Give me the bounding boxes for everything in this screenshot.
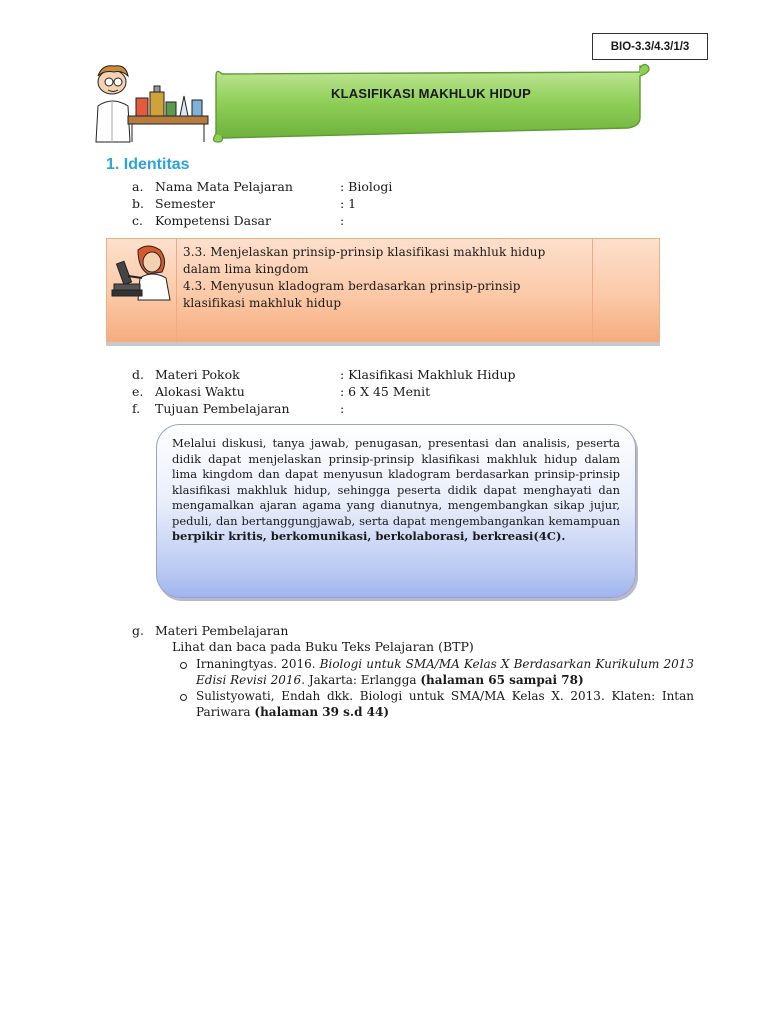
kompetensi-divider [176,238,177,342]
ref-pages: (halaman 65 sampai 78) [420,673,584,687]
identitas-row [132,178,393,195]
identitas-row [132,383,431,400]
row-label: Semester [155,196,216,211]
materi-row [132,623,289,638]
row-marker: g. [132,623,144,638]
row-label: Tujuan Pembelajaran [155,401,290,416]
row-value: : Biologi [340,179,393,194]
row-label: Materi Pembelajaran [155,623,289,638]
ref-author: Sulistyowati, Endah dkk. Biologi untuk SMA/MA Kelas X. 2013. Klaten: Intan Pariwara [196,689,694,719]
bullet-icon [180,662,187,669]
kompetensi-line: dalam lima kingdom [183,262,309,276]
row-marker: a. [132,179,144,194]
document-code: BIO-3.3/4.3/1/3 [592,33,708,60]
identitas-row [132,212,345,229]
kompetensi-line: 3.3. Menjelaskan prinsip-prinsip klasifikasi makhluk hidup [183,245,546,259]
title-banner [208,62,654,144]
scientist-illustration [88,62,210,146]
tujuan-body: Melalui diskusi, tanya jawab, penugasan, presentasi dan analisis, peserta didik dapat menjelaskan prinsip-prinsip klasifikasi makhluk hidup dalam lima kingdom dan dapat menyusun kladogram berdasarkan prinsip-prinsip klasifikasi makhluk hidup, sehingga peserta didik dapat menghayati dan mengamalkan ajaran agama yang dianutnya, mengembangkan sikap jujur, peduli, dan bertanggungjawab, serta dapat mengembangankan kemampuan [172,436,620,528]
row-label: Nama Mata Pelajaran [155,179,293,194]
microscope-student-illustration [108,242,174,302]
row-marker: c. [132,213,143,228]
reference-item [196,688,694,720]
kompetensi-line: klasifikasi makhluk hidup [183,296,342,310]
row-label: Alokasi Waktu [155,384,245,399]
row-marker: f. [132,401,141,416]
row-value: : 1 [340,196,357,211]
kompetensi-dasar-text [183,244,589,312]
identitas-row [132,400,345,417]
kompetensi-line: 4.3. Menyusun kladogram berdasarkan prinsip-prinsip [183,279,521,293]
row-marker: b. [132,196,144,211]
row-value: : Klasifikasi Makhluk Hidup [340,367,516,382]
ref-pages: (halaman 39 s.d 44) [254,705,390,719]
row-marker: d. [132,367,144,382]
row-label: Materi Pokok [155,367,240,382]
ref-title: Biologi untuk SMA/MA Kelas X Berdasarkan Kurikulum 2013 Edisi Revisi 2016 [196,657,695,687]
row-marker: e. [132,384,144,399]
identitas-row [132,195,357,212]
tujuan-pembelajaran-text [172,436,620,545]
identitas-row [132,366,516,383]
tujuan-bold-skills: berpikir kritis, berkomunikasi, berkolaborasi, berkreasi(4C). [172,529,566,543]
ref-author: Irnaningtyas. 2016. [196,657,320,671]
reference-item [196,656,694,688]
page-title: KLASIFIKASI MAKHLUK HIDUP [331,86,531,101]
ref-publisher: . Jakarta: Erlangga [301,673,421,687]
row-value: : 6 X 45 Menit [340,384,431,399]
materi-intro: Lihat dan baca pada Buku Teks Pelajaran (BTP) [172,639,474,654]
bullet-icon [180,694,187,701]
kompetensi-divider [592,238,593,342]
row-value: : [340,401,345,416]
row-value: : [340,213,345,228]
section-title-identitas: 1. Identitas [106,156,190,173]
row-label: Kompetensi Dasar [155,213,271,228]
